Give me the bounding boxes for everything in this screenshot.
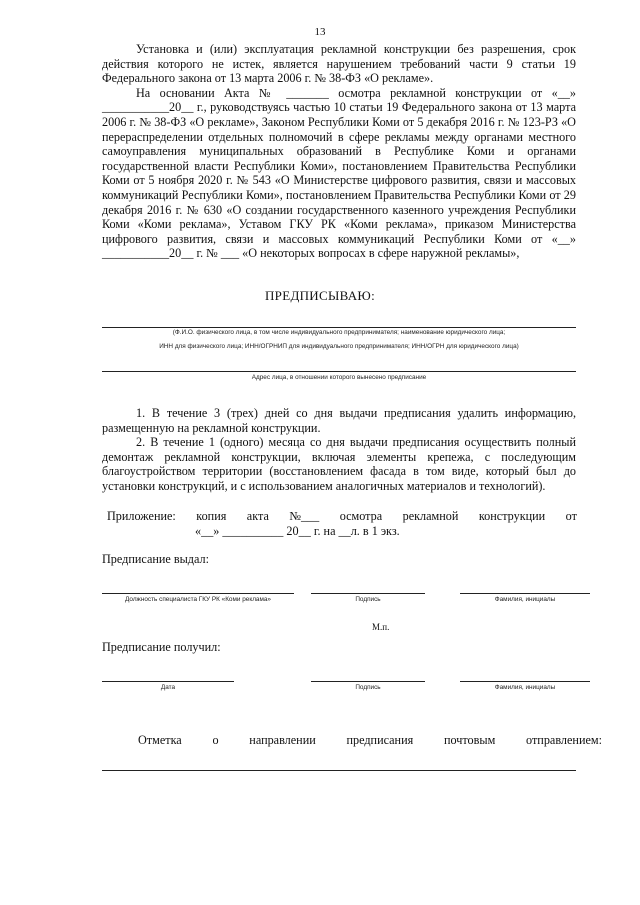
page-number: 13 <box>314 26 326 38</box>
name-line-1 <box>460 593 590 594</box>
paragraph-violation: Установка и (или) эксплуатация рекламной конструкции без разрешения, срок действия которого не истек, является нарушением требований части 9 статьи 19 Федерального закона от 13 марта 2006 г. № 38-ФЗ «О рекламе». <box>102 42 576 86</box>
caption-address: Адрес лица, в отношении которого вынесено предписание <box>251 374 427 381</box>
name-line-2 <box>460 681 590 682</box>
attachment-date: «__» __________ 20__ г. на __л. в 1 экз. <box>195 524 400 538</box>
caption-person-2: ИНН для физического лица; ИНН/ОГРНИП для индивидуального предпринимателя; ИНН/ОГРН для юридического лица) <box>159 343 519 350</box>
item-1: 1. В течение 3 (трех) дней со дня выдачи предписания удалить информацию, размещенную на рекламной конструкции. <box>102 406 576 435</box>
item-2: 2. В течение 1 (одного) месяца со дня выдачи предписания осуществить полный демонтаж рекламной конструкции, включая элементы крепежа, с последующим благоустройством территории (восстановлением фасада в том виде, который был до установки конструкций, и с использованием аналогичных материалов и технологий). <box>102 435 576 493</box>
position-line <box>102 593 294 594</box>
signature-line-2 <box>311 681 425 682</box>
mail-mark-blank-line <box>102 770 576 771</box>
caption-name-2: Фамилия, инициалы <box>494 684 556 691</box>
caption-position: Должность специалиста ГКУ РК «Коми реклама» <box>125 596 271 603</box>
prescription-items <box>102 406 576 494</box>
date-line <box>102 681 234 682</box>
caption-signature-2: Подпись <box>355 684 381 691</box>
person-line <box>102 327 576 328</box>
caption-signature-1: Подпись <box>355 596 381 603</box>
received-label: Предписание получил: <box>102 640 221 654</box>
intro-text <box>102 42 576 261</box>
caption-date: Дата <box>160 684 176 691</box>
mail-mark-line: Отметка о направлении предписания почтовым отправлением: <box>138 733 602 747</box>
address-line <box>102 371 576 372</box>
attachment-line: Приложение: копия акта №___ осмотра рекламной конструкции от <box>107 509 577 523</box>
prescription-heading: ПРЕДПИСЫВАЮ: <box>264 288 376 303</box>
stamp-place: М.п. <box>372 622 390 632</box>
caption-name-1: Фамилия, инициалы <box>494 596 556 603</box>
caption-person-1: (Ф.И.О. физического лица, в том числе индивидуального предпринимателя; наименование юридического лица; <box>172 329 506 336</box>
paragraph-basis: На основании Акта № _______ осмотра рекламной конструкции от «__» ___________20__ г., руководствуясь частью 10 статьи 19 Федерального закона от 13 марта 2006 г. № 38-ФЗ «О рекламе», Законом Республики Коми от 5 декабря 2016 г. № 123-РЗ «О перераспределении отдельных полномочий в сфере рекламы между органами местного самоуправления муниципальных образований в Республике Коми и органами государственной власти Республики Коми», постановлением Правительства Республики Коми от 5 ноября 2020 г. № 543 «О Министерстве цифрового развития, связи и массовых коммуникаций Республики Коми», постановлением Правительства Республики Коми от 29 декабря 2016 г. № 630 «О создании государственного казенного учреждения Республики Коми «Коми реклама», Уставом ГКУ РК «Коми реклама», приказом Министерства цифрового развития, связи и массовых коммуникаций Республики Коми от «__» ___________20__ г. № ___ «О некоторых вопросах в сфере наружной рекламы», <box>102 85 576 261</box>
issued-label: Предписание выдал: <box>102 552 209 566</box>
signature-line-1 <box>311 593 425 594</box>
